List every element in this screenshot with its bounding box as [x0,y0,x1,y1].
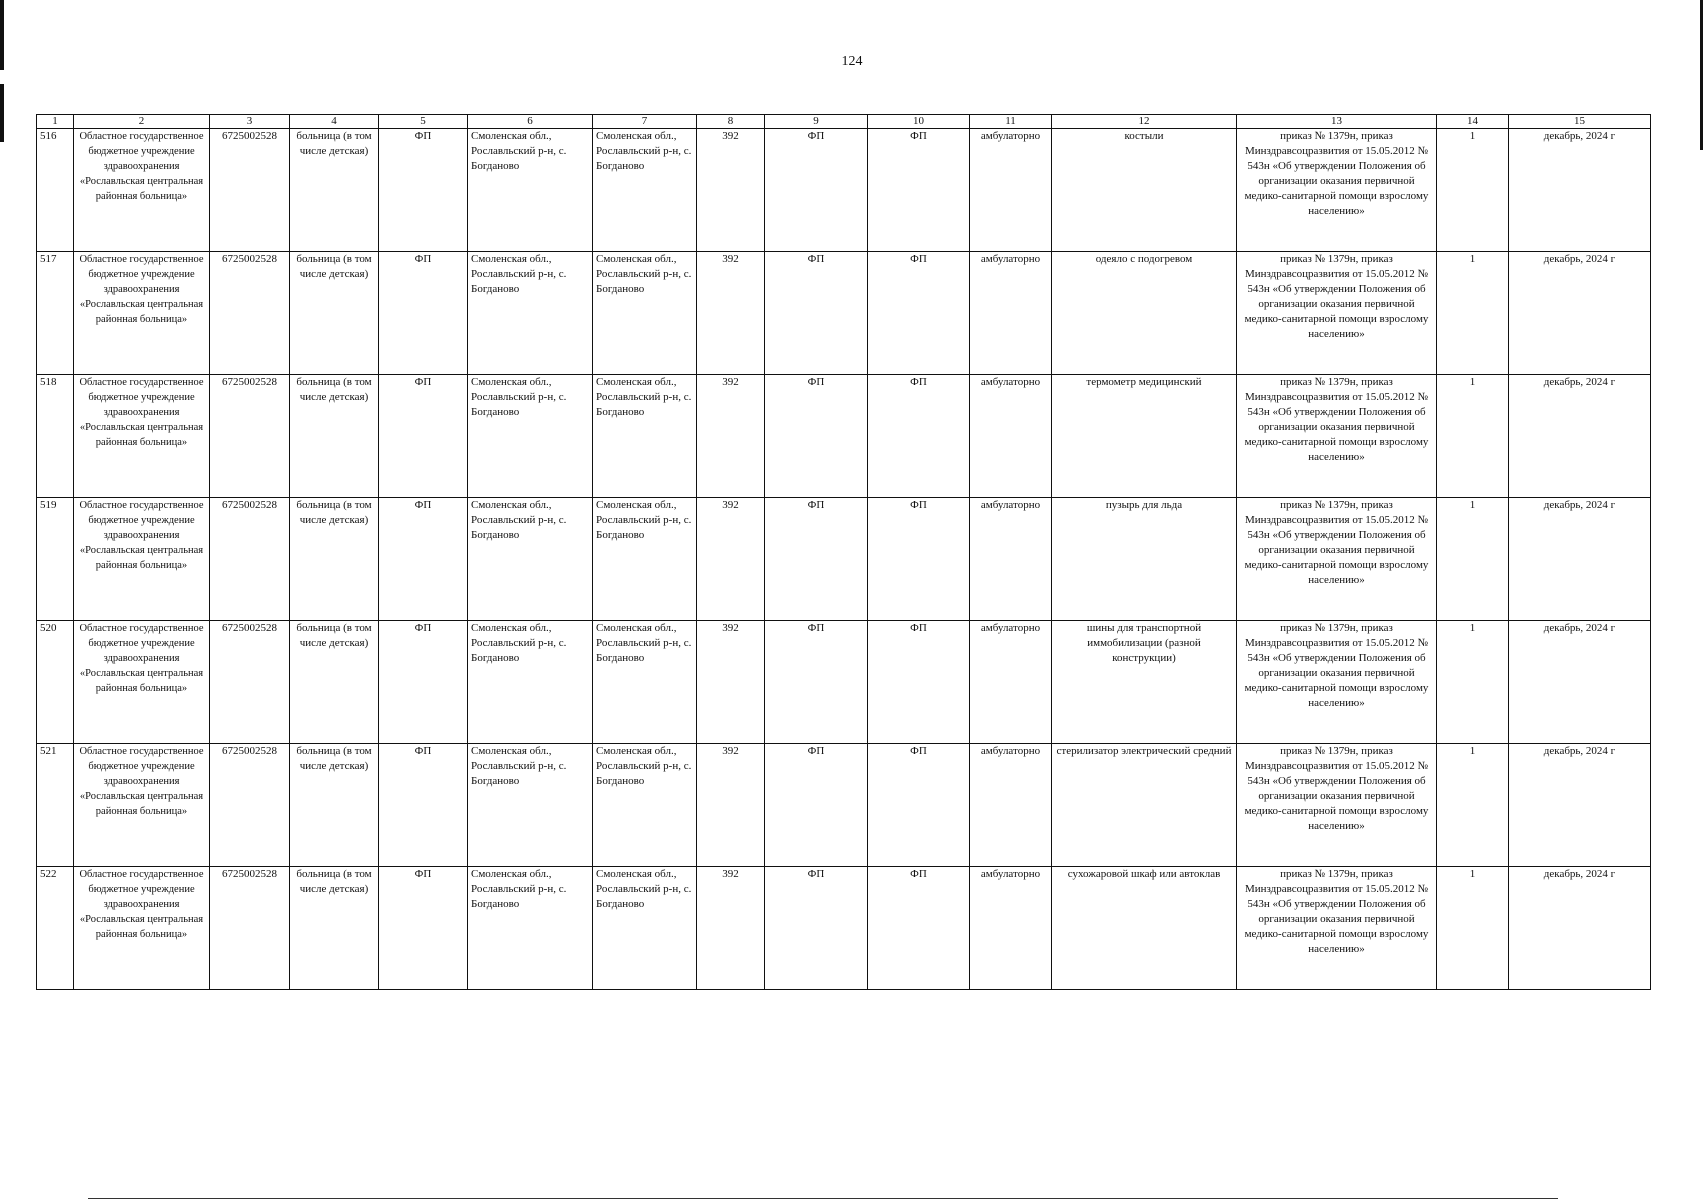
code: 392 [697,867,765,990]
facility-type: больница (в том числе детская) [290,129,379,252]
col10-value: ФП [868,867,970,990]
care-form: амбулаторно [970,744,1052,867]
code: 392 [697,252,765,375]
address-a: Смоленская обл., Рославльский р-н, с. Богданово [468,621,593,744]
column-header: 5 [379,115,468,129]
bottom-rule [88,1198,1558,1199]
equipment-name: термометр медицинский [1052,375,1237,498]
legal-basis: приказ № 1379н, приказ Минздравсоцразвития от 15.05.2012 № 543н «Об утверждении Положения об организации оказания первичной медико-санитарной помощи взрослому населению» [1237,744,1437,867]
inn: 6725002528 [210,867,290,990]
row-number: 521 [37,744,74,867]
equipment-name: шины для транспортной иммобилизации (разной конструкции) [1052,621,1237,744]
column-header: 8 [697,115,765,129]
col9-value: ФП [765,744,868,867]
column-header: 2 [74,115,210,129]
organization-name: Областное государственное бюджетное учреждение здравоохранения «Рославльская центральная районная больница» [74,252,210,375]
unit-type: ФП [379,867,468,990]
table-row [37,744,1651,867]
legal-basis: приказ № 1379н, приказ Минздравсоцразвития от 15.05.2012 № 543н «Об утверждении Положения об организации оказания первичной медико-санитарной помощи взрослому населению» [1237,252,1437,375]
facility-type: больница (в том числе детская) [290,252,379,375]
equipment-name: одеяло с подогревом [1052,252,1237,375]
column-header: 15 [1509,115,1651,129]
unit-type: ФП [379,252,468,375]
scan-edge-mark-right [1700,0,1703,150]
address-b: Смоленская обл., Рославльский р-н, с. Богданово [593,129,697,252]
address-b: Смоленская обл., Рославльский р-н, с. Богданово [593,744,697,867]
deadline: декабрь, 2024 г [1509,867,1651,990]
col9-value: ФП [765,867,868,990]
address-a: Смоленская обл., Рославльский р-н, с. Богданово [468,129,593,252]
quantity: 1 [1437,129,1509,252]
organization-name: Областное государственное бюджетное учреждение здравоохранения «Рославльская центральная районная больница» [74,621,210,744]
code: 392 [697,129,765,252]
address-b: Смоленская обл., Рославльский р-н, с. Богданово [593,375,697,498]
address-a: Смоленская обл., Рославльский р-н, с. Богданово [468,375,593,498]
organization-name: Областное государственное бюджетное учреждение здравоохранения «Рославльская центральная районная больница» [74,498,210,621]
unit-type: ФП [379,621,468,744]
column-header: 4 [290,115,379,129]
row-number: 519 [37,498,74,621]
care-form: амбулаторно [970,129,1052,252]
unit-type: ФП [379,744,468,867]
address-a: Смоленская обл., Рославльский р-н, с. Богданово [468,744,593,867]
col10-value: ФП [868,252,970,375]
equipment-name: сухожаровой шкаф или автоклав [1052,867,1237,990]
legal-basis: приказ № 1379н, приказ Минздравсоцразвития от 15.05.2012 № 543н «Об утверждении Положения об организации оказания первичной медико-санитарной помощи взрослому населению» [1237,498,1437,621]
care-form: амбулаторно [970,252,1052,375]
organization-name: Областное государственное бюджетное учреждение здравоохранения «Рославльская центральная районная больница» [74,375,210,498]
organization-name: Областное государственное бюджетное учреждение здравоохранения «Рославльская центральная районная больница» [74,867,210,990]
table-row [37,498,1651,621]
inn: 6725002528 [210,129,290,252]
care-form: амбулаторно [970,375,1052,498]
quantity: 1 [1437,375,1509,498]
deadline: декабрь, 2024 г [1509,498,1651,621]
care-form: амбулаторно [970,621,1052,744]
care-form: амбулаторно [970,498,1052,621]
col10-value: ФП [868,498,970,621]
facility-type: больница (в том числе детская) [290,621,379,744]
quantity: 1 [1437,621,1509,744]
row-number: 522 [37,867,74,990]
col10-value: ФП [868,744,970,867]
facility-type: больница (в том числе детская) [290,867,379,990]
column-header: 12 [1052,115,1237,129]
page-number: 124 [841,54,863,69]
code: 392 [697,621,765,744]
address-a: Смоленская обл., Рославльский р-н, с. Богданово [468,498,593,621]
address-b: Смоленская обл., Рославльский р-н, с. Богданово [593,252,697,375]
facility-type: больница (в том числе детская) [290,744,379,867]
column-header: 13 [1237,115,1437,129]
address-b: Смоленская обл., Рославльский р-н, с. Богданово [593,867,697,990]
col9-value: ФП [765,621,868,744]
inn: 6725002528 [210,498,290,621]
col9-value: ФП [765,375,868,498]
code: 392 [697,498,765,621]
facility-type: больница (в том числе детская) [290,498,379,621]
column-header: 14 [1437,115,1509,129]
col10-value: ФП [868,375,970,498]
facility-type: больница (в том числе детская) [290,375,379,498]
legal-basis: приказ № 1379н, приказ Минздравсоцразвития от 15.05.2012 № 543н «Об утверждении Положения об организации оказания первичной медико-санитарной помощи взрослому населению» [1237,375,1437,498]
col10-value: ФП [868,621,970,744]
column-header: 3 [210,115,290,129]
col9-value: ФП [765,498,868,621]
code: 392 [697,744,765,867]
quantity: 1 [1437,867,1509,990]
address-a: Смоленская обл., Рославльский р-н, с. Богданово [468,867,593,990]
address-b: Смоленская обл., Рославльский р-н, с. Богданово [593,621,697,744]
equipment-name: костыли [1052,129,1237,252]
row-number: 516 [37,129,74,252]
column-number-row [37,115,1651,129]
deadline: декабрь, 2024 г [1509,129,1651,252]
col9-value: ФП [765,252,868,375]
table-row [37,621,1651,744]
unit-type: ФП [379,498,468,621]
unit-type: ФП [379,375,468,498]
column-header: 6 [468,115,593,129]
deadline: декабрь, 2024 г [1509,744,1651,867]
row-number: 518 [37,375,74,498]
deadline: декабрь, 2024 г [1509,621,1651,744]
legal-basis: приказ № 1379н, приказ Минздравсоцразвития от 15.05.2012 № 543н «Об утверждении Положения об организации оказания первичной медико-санитарной помощи взрослому населению» [1237,867,1437,990]
column-header: 9 [765,115,868,129]
address-a: Смоленская обл., Рославльский р-н, с. Богданово [468,252,593,375]
col10-value: ФП [868,129,970,252]
code: 392 [697,375,765,498]
column-header: 1 [37,115,74,129]
equipment-name: пузырь для льда [1052,498,1237,621]
inn: 6725002528 [210,375,290,498]
row-number: 520 [37,621,74,744]
quantity: 1 [1437,498,1509,621]
quantity: 1 [1437,744,1509,867]
table-row [37,375,1651,498]
equipment-name: стерилизатор электрический средний [1052,744,1237,867]
column-header: 10 [868,115,970,129]
col9-value: ФП [765,129,868,252]
deadline: декабрь, 2024 г [1509,252,1651,375]
legal-basis: приказ № 1379н, приказ Минздравсоцразвития от 15.05.2012 № 543н «Об утверждении Положения об организации оказания первичной медико-санитарной помощи взрослому населению» [1237,621,1437,744]
quantity: 1 [1437,252,1509,375]
unit-type: ФП [379,129,468,252]
inn: 6725002528 [210,252,290,375]
legal-basis: приказ № 1379н, приказ Минздравсоцразвития от 15.05.2012 № 543н «Об утверждении Положения об организации оказания первичной медико-санитарной помощи взрослому населению» [1237,129,1437,252]
inn: 6725002528 [210,744,290,867]
deadline: декабрь, 2024 г [1509,375,1651,498]
equipment-table [36,114,1651,990]
table-row [37,867,1651,990]
inn: 6725002528 [210,621,290,744]
organization-name: Областное государственное бюджетное учреждение здравоохранения «Рославльская центральная районная больница» [74,129,210,252]
table-row [37,252,1651,375]
address-b: Смоленская обл., Рославльский р-н, с. Богданово [593,498,697,621]
row-number: 517 [37,252,74,375]
care-form: амбулаторно [970,867,1052,990]
scan-edge-mark-left-lower [0,84,4,142]
organization-name: Областное государственное бюджетное учреждение здравоохранения «Рославльская центральная районная больница» [74,744,210,867]
table-row [37,129,1651,252]
column-header: 11 [970,115,1052,129]
column-header: 7 [593,115,697,129]
